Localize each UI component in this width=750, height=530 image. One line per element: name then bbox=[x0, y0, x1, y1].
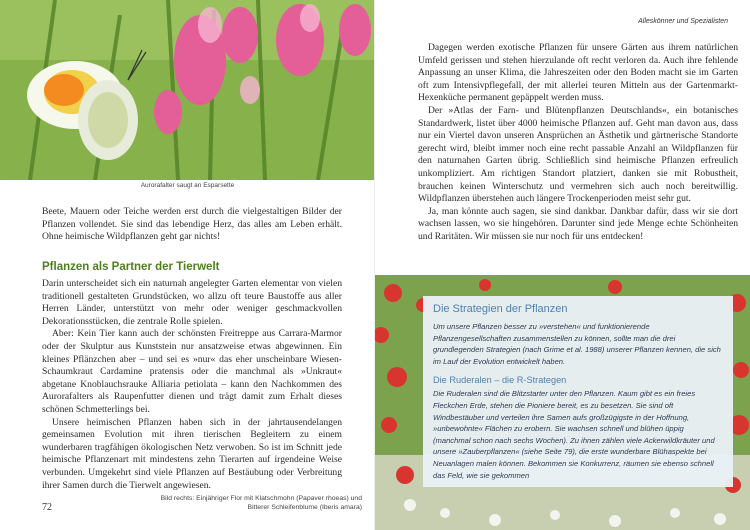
running-head: Alleskönner und Spezialisten bbox=[638, 18, 728, 25]
box-title: Die Strategien der Pflanzen bbox=[433, 303, 568, 315]
right-body-text bbox=[418, 42, 738, 244]
page-number: 72 bbox=[42, 502, 52, 513]
box-intro: Um unsere Pflanzen besser zu »verstehen« und funktionierende Pflanzengesellschaften zusammenstellen zu können, sollte man die drei grundlegenden Strategien (nach Grime et al. 1988) unserer Pflanzen kennen, die sich im Lauf der Evolution entwickelt haben. bbox=[433, 322, 721, 366]
body-paragraph: Unsere heimischen Pflanzen haben sich in der jahrtausendelangen gemeinsamen Evolution mit ihren tierischen Begleitern zu einem wunderbaren tragfähigen ökologischen Netz verwoben. So ist im Schnitt jede heimische Pflanzenart mit mindestens zehn Tierarten auf irgendeine Weise verbunden. Umgekehrt sind viele Pflanzen auf Bestäubung oder Verbreitung ihrer Samen durch die Tierwelt angewiesen. bbox=[42, 416, 342, 491]
intro-paragraph: Beete, Mauern oder Teiche werden erst durch die vielgestaltigen Bilder der Pflanzen vollendet. Sie sind das lebendige Herz, das alles am Leben erhält. Ohne heimische Wildpflanzen geht gar nichts! bbox=[42, 206, 342, 243]
box-subtitle: Die Ruderalen – die R-Strategen bbox=[433, 375, 567, 386]
left-body-text bbox=[42, 278, 342, 492]
body-paragraph: Aber: Kein Tier kann auch der schönsten Freitreppe aus Carrara-Marmor oder der Skulptur aus Kunststein nur ansatzweise etwas abgewinnen. Ein kleines Pflänzchen aber – und sei es »nur« das eher unscheinbare Wiesen-Schaumkraut Cardamine pratensis oder die manchmal als »Unkraut« abgetane Knoblauchsrauke Alliaria petiolata – kann den Nachkommen des Aurorafalters als Raupenfutter dienen und trägt damit zum Erhalt dieses schönen Schmetterlings bei. bbox=[42, 328, 342, 415]
right-page bbox=[375, 0, 750, 530]
body-paragraph: Darin unterscheidet sich ein naturnah angelegter Garten elementar von vielen traditionell gestalteten Grundstücken, wo allzu oft teure Baustoffe aus aller Herren Länder, unterstützt von mehr oder weniger geschmackvollen Dekorationsstücken, die zentrale Rolle spielen. bbox=[42, 278, 342, 327]
strategies-info-box bbox=[423, 296, 733, 487]
body-paragraph: Der »Atlas der Farn- und Blütenpflanzen Deutschlands«, ein botanisches Standardwerk, listet über 4000 heimische Pflanzen auf. Geht man davon aus, dass nur ein Viertel davon unseren Ansprüchen an Ästhetik und gärtnerische Standorte gerecht wird, bleibt immer noch eine recht passable Anzahl an Wildpflanzen für den naturnahen Garten übrig. Schließlich sind heimische Pflanzen erfreulich unkompliziert. Am richtigen Standort platziert, danken sie mit Robustheit, brauchen keinen Winterschutz und vermehren sich auch noch bereitwillig. Wildpflanzen überstehen auch längere Trockenperioden meist sehr gut. bbox=[418, 104, 738, 205]
butterfly-photo-illustration bbox=[0, 0, 375, 180]
body-paragraph: Dagegen werden exotische Pflanzen für unsere Gärten aus ihrem natürlichen Umfeld gerissen und stehen hierzulande oft recht verloren da. Auch ihre fehlende Anpassung an unser Klima, die Jahreszeiten oder den Boden macht sie im Garten oft zum Intensivpflegefall, der mit allerlei teuren Mitteln aus der Gartenmarkt-Hexenküche permanent gepäppelt werden muss. bbox=[418, 42, 738, 104]
right-photo-caption: Bild rechts: Einjähriger Flor mit Klatschmohn (Papaver rhoeas) und Bitterer Schleifenblume (Iberis amara) bbox=[160, 495, 362, 511]
butterfly-photo bbox=[0, 0, 375, 180]
box-text: Die Ruderalen sind die Blitzstarter unter den Pflanzen. Kaum gibt es ein freies Fleckchen Erde, stehen die Pioniere bereit, es zu besetzen. Sie sind oft Windbestäuber und verteilen ihre Samen aufs großzügigste in der Hoffnung, »unbewohnte« Flächen zu erobern. Sie wachsen schnell und blühen üppig (manchmal schon nach sechs Wochen). Zu ihnen zählen viele Ackerwildkräuter und unsere »Zauberpflanzen« (siehe Seite 79), die erste wunderbare Blühaspekte bei Neuanlagen malen können. Bekommen sie Konkurrenz, räumen sie ebenso schnell das Feld, wie sie gekommen bbox=[433, 389, 715, 480]
body-paragraph: Ja, man könnte auch sagen, sie sind dankbar. Dankbar dafür, dass wir sie dort wachsen lassen, wo sie hingehören. Darunter sind jede Menge echte Schönheiten und Raritäten. Wir müssen sie nur noch für uns entdecken! bbox=[418, 205, 738, 242]
photo-caption: Aurorafalter saugt an Esparsette bbox=[140, 182, 235, 189]
section-heading: Pflanzen als Partner der Tierwelt bbox=[42, 261, 220, 273]
